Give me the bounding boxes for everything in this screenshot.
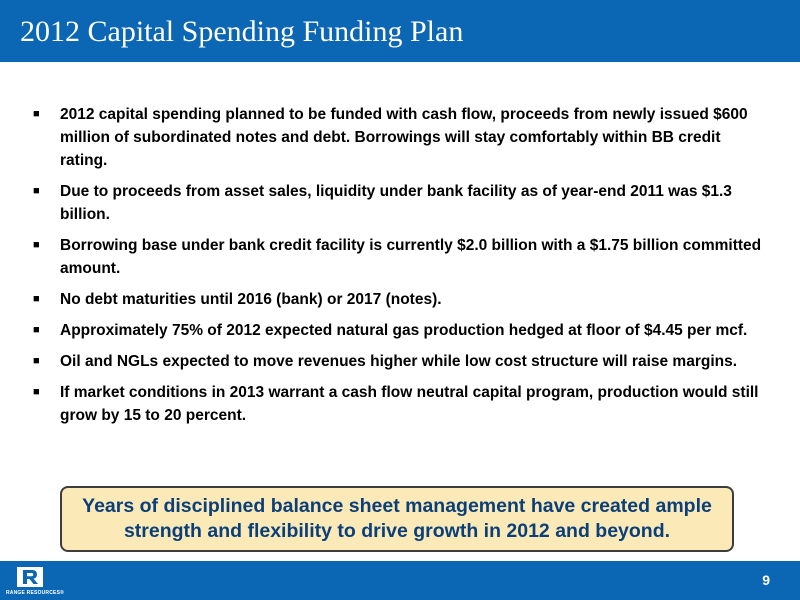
bullet-item: [0, 288, 800, 311]
square-bullet-icon: ■: [33, 293, 40, 305]
bullet-text: Due to proceeds from asset sales, liquidity under bank facility as of year-end 2011 was $1.3 billion.: [60, 183, 732, 223]
footer-bar: [0, 561, 800, 600]
bullet-text: If market conditions in 2013 warrant a cash flow neutral capital program, production would still grow by 15 to 20 percent.: [60, 384, 759, 424]
square-bullet-icon: ■: [33, 324, 40, 336]
bullet-text: Approximately 75% of 2012 expected natural gas production hedged at floor of $4.45 per mcf.: [60, 322, 748, 339]
slide-title: 2012 Capital Spending Funding Plan: [20, 15, 464, 48]
square-bullet-icon: ■: [33, 185, 40, 197]
square-bullet-icon: ■: [33, 355, 40, 367]
callout-text: Years of disciplined balance sheet management have created ample strength and flexibility to drive growth in 2012 and beyond.: [82, 495, 712, 542]
square-bullet-icon: ■: [33, 108, 40, 120]
range-logo-icon: [16, 566, 44, 588]
square-bullet-icon: ■: [33, 386, 40, 398]
bullet-item: [0, 381, 800, 427]
bullet-item: [0, 180, 800, 226]
bullet-list: [0, 103, 800, 435]
bullet-text: 2012 capital spending planned to be funded with cash flow, proceeds from newly issued $600 million of subordinated notes and debt. Borrowings will stay comfortably within BB credit rating.: [60, 106, 748, 169]
bullet-item: [0, 319, 800, 342]
bullet-text: No debt maturities until 2016 (bank) or 2017 (notes).: [60, 291, 442, 308]
bullet-text: Oil and NGLs expected to move revenues higher while low cost structure will raise margins.: [60, 353, 738, 370]
square-bullet-icon: ■: [33, 239, 40, 251]
callout-box: [60, 486, 734, 552]
bullet-text: Borrowing base under bank credit facility is currently $2.0 billion with a $1.75 billion committed amount.: [60, 237, 762, 277]
company-logo: [6, 566, 65, 598]
title-bar: [0, 0, 800, 62]
bullet-item: [0, 234, 800, 280]
bullet-item: [0, 350, 800, 373]
bullet-item: [0, 103, 800, 172]
logo-text: RANGE RESOURCES®: [6, 590, 65, 596]
page-number: 9: [762, 572, 770, 588]
